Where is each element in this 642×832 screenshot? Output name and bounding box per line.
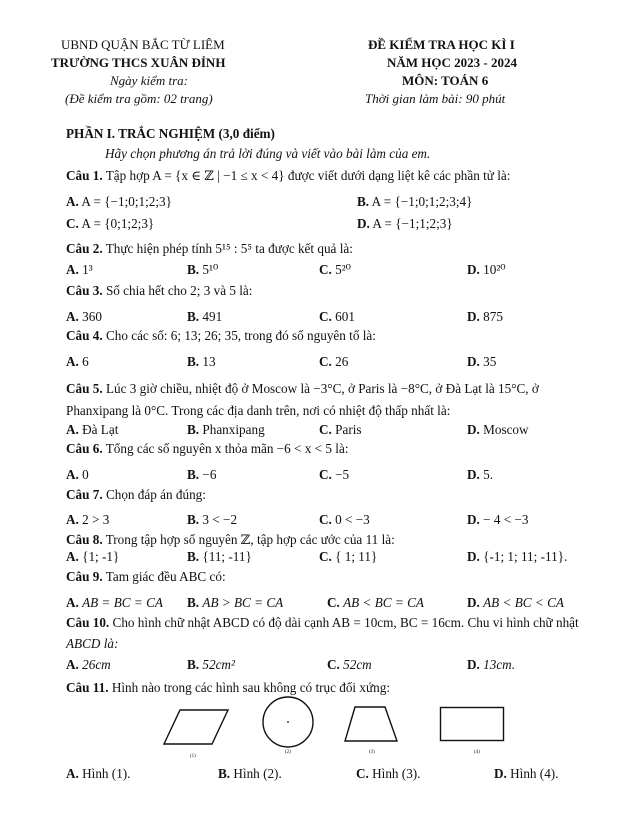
- q11-option-b[interactable]: [218, 766, 282, 782]
- q1-option-a[interactable]: [66, 194, 172, 210]
- header-district: UBND QUẬN BẮC TỪ LIÊM: [61, 37, 225, 52]
- option-text: { 1; 11}: [335, 549, 378, 564]
- q1-option-d[interactable]: [357, 216, 453, 232]
- q1-option-b[interactable]: [357, 194, 472, 210]
- header-school-year: NĂM HỌC 2023 - 2024: [387, 55, 517, 70]
- question-8: [66, 532, 395, 548]
- option-text: AB = BC = CA: [82, 595, 163, 610]
- option-letter: D.: [357, 216, 370, 231]
- option-text: 52cm²: [202, 657, 235, 672]
- q5-option-a[interactable]: [66, 422, 118, 438]
- question-text: Cho các số: 6; 13; 26; 35, trong đó số nguyên tố là:: [105, 328, 376, 343]
- question-number: Câu 1.: [66, 168, 103, 183]
- question-text: Thực hiện phép tính 5¹⁵ : 5⁵ ta được kết quả là:: [105, 241, 353, 256]
- question-9: [66, 569, 226, 585]
- figure-trapezoid: [343, 705, 399, 743]
- option-text: Hình (3).: [372, 766, 421, 781]
- q7-option-d[interactable]: [467, 512, 529, 528]
- header-duration: Thời gian làm bài: 90 phút: [365, 91, 506, 106]
- q2-option-b[interactable]: [187, 262, 218, 278]
- question-number: Câu 10.: [66, 615, 110, 630]
- question-10: [66, 615, 579, 631]
- question-4: [66, 328, 376, 344]
- option-text: 13: [202, 354, 216, 369]
- q3-option-a[interactable]: [66, 309, 102, 325]
- q9-option-b[interactable]: [187, 595, 283, 611]
- option-letter: C.: [319, 549, 332, 564]
- option-text: 52cm: [343, 657, 372, 672]
- q10-option-d[interactable]: [467, 657, 515, 673]
- q4-option-d[interactable]: [467, 354, 496, 370]
- option-text: Hình (2).: [233, 766, 282, 781]
- option-letter: A.: [66, 309, 79, 324]
- option-letter: A.: [66, 512, 79, 527]
- option-letter: C.: [319, 467, 332, 482]
- question-text: Số chia hết cho 2; 3 và 5 là:: [105, 283, 253, 298]
- option-text: AB < BC < CA: [483, 595, 564, 610]
- option-text: − 4 < −3: [483, 512, 529, 527]
- question-3: [66, 283, 252, 299]
- q10-option-c[interactable]: [327, 657, 372, 673]
- option-text: Paris: [335, 422, 362, 437]
- option-text: 26cm: [82, 657, 111, 672]
- question-5-continued: Phanxipang là 0°C. Trong các địa danh trên, nơi có nhiệt độ thấp nhất là:: [66, 403, 451, 418]
- q6-option-c[interactable]: [319, 467, 349, 483]
- option-text: Hình (1).: [82, 766, 131, 781]
- option-letter: B.: [187, 549, 200, 564]
- option-text: {-1; 1; 11; -11}.: [483, 549, 568, 564]
- q2-option-d[interactable]: [467, 262, 506, 278]
- option-letter: A.: [66, 595, 79, 610]
- option-letter: C.: [319, 422, 332, 437]
- option-letter: D.: [467, 467, 480, 482]
- option-text: 35: [483, 354, 497, 369]
- option-letter: C.: [319, 512, 332, 527]
- q6-option-a[interactable]: [66, 467, 89, 483]
- q11-option-a[interactable]: [66, 766, 130, 782]
- option-letter: B.: [187, 657, 200, 672]
- option-text: {1; -1}: [82, 549, 120, 564]
- section-instruction: Hãy chọn phương án trả lời đúng và viết vào bài làm của em.: [105, 146, 431, 161]
- option-text: 6: [82, 354, 89, 369]
- option-letter: D.: [467, 657, 480, 672]
- question-number: Câu 8.: [66, 532, 103, 547]
- q10-option-b[interactable]: [187, 657, 235, 673]
- option-letter: D.: [467, 309, 480, 324]
- figure-parallelogram: [162, 708, 230, 746]
- q7-option-a[interactable]: [66, 512, 109, 528]
- question-5: [66, 381, 539, 397]
- question-text: Hình nào trong các hình sau không có trục đối xứng:: [111, 680, 390, 695]
- option-text: AB < BC = CA: [343, 595, 424, 610]
- header-school: TRƯỜNG THCS XUÂN ĐỈNH: [51, 55, 226, 70]
- option-text: Phanxipang: [202, 422, 265, 437]
- option-text: A = {−1;0;1;2;3;4}: [371, 194, 473, 209]
- question-10-continued: ABCD là:: [66, 636, 119, 651]
- option-letter: D.: [494, 766, 507, 781]
- option-text: 5¹⁰: [202, 262, 219, 277]
- q1-option-c[interactable]: [66, 216, 154, 232]
- q4-option-b[interactable]: [187, 354, 216, 370]
- question-11: [66, 680, 390, 696]
- question-number: Câu 9.: [66, 569, 103, 584]
- option-text: 601: [335, 309, 355, 324]
- question-text: Tam giác đều ABC có:: [105, 569, 226, 584]
- question-2: [66, 241, 353, 257]
- option-text: 3 < −2: [202, 512, 238, 527]
- option-letter: D.: [467, 512, 480, 527]
- question-text: Cho hình chữ nhật ABCD có độ dài cạnh AB = 10cm, BC = 16cm. Chu vi hình chữ nhật: [112, 615, 579, 630]
- option-text: 5²⁰: [335, 262, 351, 277]
- question-number: Câu 11.: [66, 680, 109, 695]
- option-letter: B.: [357, 194, 370, 209]
- q4-option-a[interactable]: [66, 354, 89, 370]
- option-letter: C.: [356, 766, 369, 781]
- option-text: A = {−1;0;1;2;3}: [81, 194, 172, 209]
- option-text: A = {0;1;2;3}: [81, 216, 155, 231]
- question-number: Câu 4.: [66, 328, 103, 343]
- q9-option-c[interactable]: [327, 595, 424, 611]
- q7-option-c[interactable]: [319, 512, 370, 528]
- header-exam-title: ĐỀ KIỂM TRA HỌC KÌ I: [368, 37, 515, 52]
- q8-option-d[interactable]: [467, 549, 567, 565]
- q5-option-b[interactable]: [187, 422, 265, 438]
- option-letter: A.: [66, 467, 79, 482]
- question-text: Chọn đáp án đúng:: [105, 487, 206, 502]
- q11-option-d[interactable]: [494, 766, 558, 782]
- q7-option-b[interactable]: [187, 512, 237, 528]
- header-page-count: (Đề kiểm tra gồm: 02 trang): [65, 91, 213, 106]
- option-letter: B.: [187, 422, 200, 437]
- question-number: Câu 6.: [66, 441, 103, 456]
- q8-option-c[interactable]: [319, 549, 377, 565]
- header-exam-date: Ngày kiểm tra:: [110, 73, 188, 88]
- q6-option-d[interactable]: [467, 467, 493, 483]
- option-text: Hình (4).: [510, 766, 559, 781]
- option-letter: A.: [66, 657, 79, 672]
- option-letter: D.: [467, 549, 480, 564]
- q2-option-c[interactable]: [319, 262, 351, 278]
- question-7: [66, 487, 206, 503]
- option-letter: B.: [218, 766, 231, 781]
- option-text: 26: [335, 354, 349, 369]
- option-text: 5.: [483, 467, 494, 482]
- header-subject: MÔN: TOÁN 6: [402, 73, 489, 88]
- option-text: 2 > 3: [82, 512, 110, 527]
- option-text: 0: [82, 467, 89, 482]
- option-letter: A.: [66, 354, 79, 369]
- figure-label-4: (4): [474, 750, 480, 755]
- q3-option-c[interactable]: [319, 309, 355, 325]
- option-letter: A.: [66, 549, 79, 564]
- question-number: Câu 7.: [66, 487, 103, 502]
- option-letter: B.: [187, 512, 200, 527]
- figure-label-1: (1): [190, 754, 196, 759]
- question-6: [66, 441, 349, 457]
- option-letter: C.: [319, 354, 332, 369]
- q11-option-c[interactable]: [356, 766, 420, 782]
- option-text: 360: [82, 309, 102, 324]
- option-text: A = {−1;1;2;3}: [372, 216, 453, 231]
- option-text: −6: [202, 467, 217, 482]
- option-letter: C.: [319, 309, 332, 324]
- q5-option-c[interactable]: [319, 422, 362, 438]
- question-number: Câu 5.: [66, 381, 103, 396]
- option-text: 0 < −3: [335, 512, 370, 527]
- option-text: 875: [483, 309, 503, 324]
- option-letter: D.: [467, 354, 480, 369]
- figure-label-2: (2): [285, 750, 291, 755]
- option-text: 491: [202, 309, 223, 324]
- option-letter: A.: [66, 194, 79, 209]
- q3-option-d[interactable]: [467, 309, 503, 325]
- question-number: Câu 2.: [66, 241, 103, 256]
- option-letter: D.: [467, 422, 480, 437]
- option-letter: A.: [66, 766, 79, 781]
- q4-option-c[interactable]: [319, 354, 348, 370]
- option-letter: B.: [187, 262, 200, 277]
- option-text: 10²⁰: [483, 262, 506, 277]
- option-letter: D.: [467, 595, 480, 610]
- option-text: −5: [335, 467, 350, 482]
- option-letter: C.: [66, 216, 79, 231]
- figure-circle: [261, 695, 315, 749]
- option-letter: B.: [187, 467, 200, 482]
- q6-option-b[interactable]: [187, 467, 216, 483]
- option-letter: B.: [187, 309, 200, 324]
- option-text: 1³: [82, 262, 93, 277]
- q9-option-d[interactable]: [467, 595, 564, 611]
- option-text: Đà Lạt: [82, 422, 119, 437]
- figure-rectangle: [439, 706, 505, 742]
- q10-option-a[interactable]: [66, 657, 111, 673]
- option-letter: D.: [467, 262, 480, 277]
- section-title: PHẦN I. TRẮC NGHIỆM (3,0 điểm): [66, 126, 275, 141]
- question-text: Tập hợp A = {x ∈ ℤ | −1 ≤ x < 4} được viết dưới dạng liệt kê các phần tử là:: [105, 168, 511, 183]
- option-letter: C.: [327, 595, 340, 610]
- q5-option-d[interactable]: [467, 422, 529, 438]
- option-text: {11; -11}: [202, 549, 252, 564]
- option-letter: B.: [187, 595, 200, 610]
- question-number: Câu 3.: [66, 283, 103, 298]
- q2-option-a[interactable]: [66, 262, 93, 278]
- question-text: Trong tập hợp số nguyên ℤ, tập hợp các ước của 11 là:: [105, 532, 395, 547]
- q8-option-b[interactable]: [187, 549, 252, 565]
- option-letter: A.: [66, 422, 79, 437]
- q9-option-a[interactable]: [66, 595, 163, 611]
- q3-option-b[interactable]: [187, 309, 222, 325]
- option-text: 13cm.: [483, 657, 515, 672]
- question-text: Tổng các số nguyên x thỏa mãn −6 < x < 5 là:: [105, 441, 349, 456]
- option-text: AB > BC = CA: [202, 595, 284, 610]
- option-letter: C.: [319, 262, 332, 277]
- q8-option-a[interactable]: [66, 549, 119, 565]
- option-letter: A.: [66, 262, 79, 277]
- option-letter: B.: [187, 354, 200, 369]
- option-text: Moscow: [483, 422, 529, 437]
- question-text: Lúc 3 giờ chiều, nhiệt độ ở Moscow là −3°C, ở Paris là −8°C, ở Đà Lạt là 15°C, ở: [105, 381, 539, 396]
- figure-label-3: (3): [369, 750, 375, 755]
- option-letter: C.: [327, 657, 340, 672]
- question-1: [66, 168, 510, 184]
